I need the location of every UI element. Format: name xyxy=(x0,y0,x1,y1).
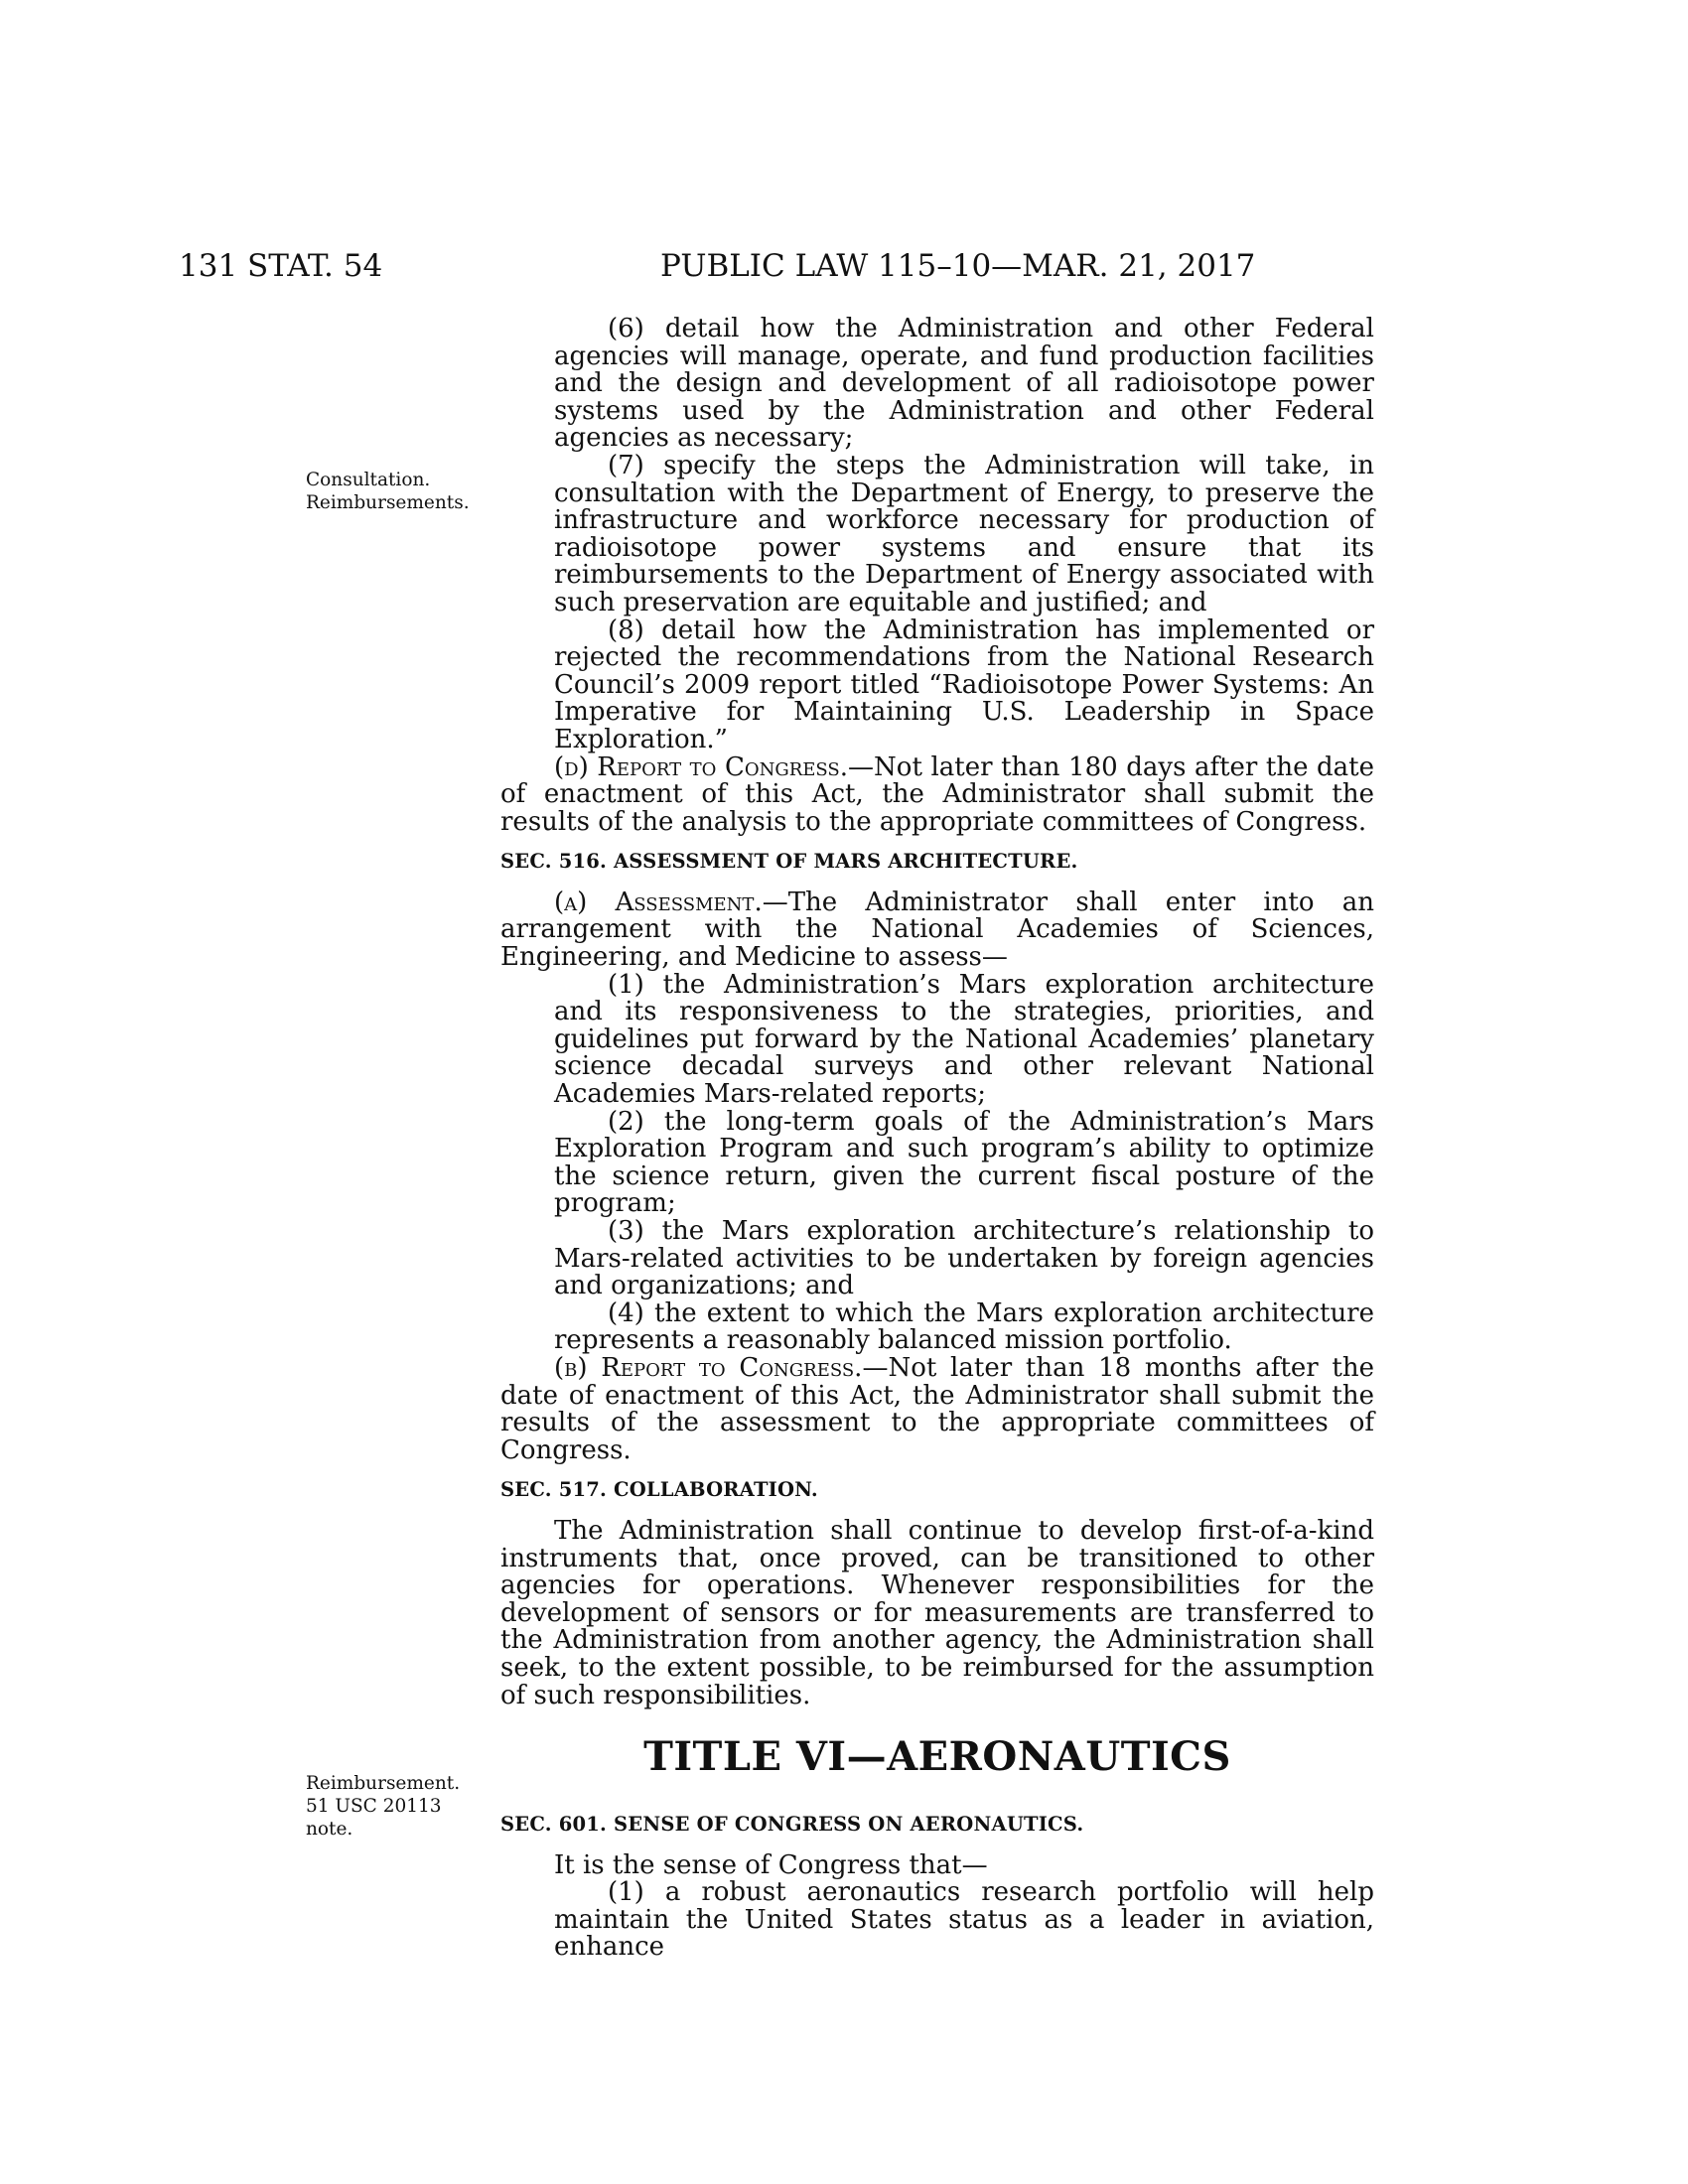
subsection-a-text: —The Administrator shall enter into an arrangement with the National Academies of Sciences, Engineering, and Medicine to assess— xyxy=(500,887,1374,973)
subsection-b-text: —Not later than 18 months after the date of enactment of this Act, the Administrator shall submit the results of the assessment to the appropriate committees of Congress. xyxy=(500,1352,1374,1465)
margin-note-line: 51 USC 20113 xyxy=(306,1796,442,1817)
margin-note-line: note. xyxy=(306,1819,353,1840)
title-vi-heading: TITLE VI—AERONAUTICS xyxy=(643,1733,1231,1781)
margin-note-reimbursement xyxy=(306,1772,460,1841)
paragraph-item-6: (6) detail how the Administration and other Federal agencies will manage, operate, and fund production facilities and the design and development of all radioisotope power systems used by the Administration and other Federal agencies as necessary; xyxy=(554,314,1374,454)
section-601-item-1: (1) a robust aeronautics research portfolio will help maintain the United States status as a leader in aviation, enhance xyxy=(554,1877,1374,1963)
statute-page-reference: 131 STAT. 54 xyxy=(179,248,383,284)
section-517-text: The Administration shall continue to develop first-of-a-kind instruments that, once proved, can be transitioned to other agencies for operations. Whenever responsibilities for the development of sensors or for measurements are transferred to the Administration from another agency, the Administration shall seek, to the extent possible, to be reimbursed for the assumption of such responsibilities. xyxy=(500,1515,1374,1710)
section-517-heading: SEC. 517. COLLABORATION. xyxy=(500,1478,818,1502)
subsection-a-heading: (a) Assessment. xyxy=(554,887,763,917)
section-516-item-2: (2) the long-term goals of the Administration’s Mars Exploration Program and such program’s ability to optimize the science return, given the current fiscal posture of the program; xyxy=(554,1106,1374,1219)
subsection-d-heading: (d) Report to Congress. xyxy=(554,751,849,782)
margin-note-line: Reimbursement. xyxy=(306,1773,461,1794)
section-516-subsection-b xyxy=(500,1352,1374,1465)
running-head: PUBLIC LAW 115–10—MAR. 21, 2017 xyxy=(660,248,1256,284)
section-516-item-3: (3) the Mars exploration architecture’s relationship to Mars-related activities to be undertaken by foreign agencies and organizations; and xyxy=(554,1216,1374,1301)
margin-note-line: Consultation. xyxy=(306,470,431,490)
section-516-heading: SEC. 516. ASSESSMENT OF MARS ARCHITECTURE. xyxy=(500,850,1078,874)
page-header xyxy=(0,248,1688,288)
section-601-intro: It is the sense of Congress that— xyxy=(554,1849,988,1880)
section-516-item-1: (1) the Administration’s Mars exploration architecture and its responsiveness to the strategies, priorities, and guidelines put forward by the National Academies’ planetary science decadal surveys and other relevant National Academies Mars-related reports; xyxy=(554,969,1374,1110)
paragraph-item-7: (7) specify the steps the Administration will take, in consultation with the Department of Energy, to preserve the infrastructure and workforce necessary for production of radioisotope power systems and ensure that its reimbursements to the Department of Energy associated with such preservation are equitable and justified; and xyxy=(554,450,1374,617)
margin-note-consultation xyxy=(306,469,470,514)
subsection-d xyxy=(500,751,1374,837)
subsection-b-heading: (b) Report to Congress. xyxy=(554,1352,863,1383)
subsection-d-text: —Not later than 180 days after the date of enactment of this Act, the Administrator shall submit the results of the analysis to the appropriate committees of Congress. xyxy=(500,751,1374,837)
margin-note-line: Reimbursements. xyxy=(306,492,470,513)
main-text-column xyxy=(500,316,1374,1962)
paragraph-item-8: (8) detail how the Administration has implemented or rejected the recommendations from the National Research Council’s 2009 report titled “Radioisotope Power Systems: An Imperative for Maintaining U.S. Leadership in Space Exploration.” xyxy=(554,614,1374,754)
section-516-subsection-a xyxy=(500,889,1374,972)
section-601-heading: SEC. 601. SENSE OF CONGRESS ON AERONAUTICS. xyxy=(500,1813,1084,1837)
section-516-item-4: (4) the extent to which the Mars exploration architecture represents a reasonably balanced mission portfolio. xyxy=(554,1297,1374,1356)
